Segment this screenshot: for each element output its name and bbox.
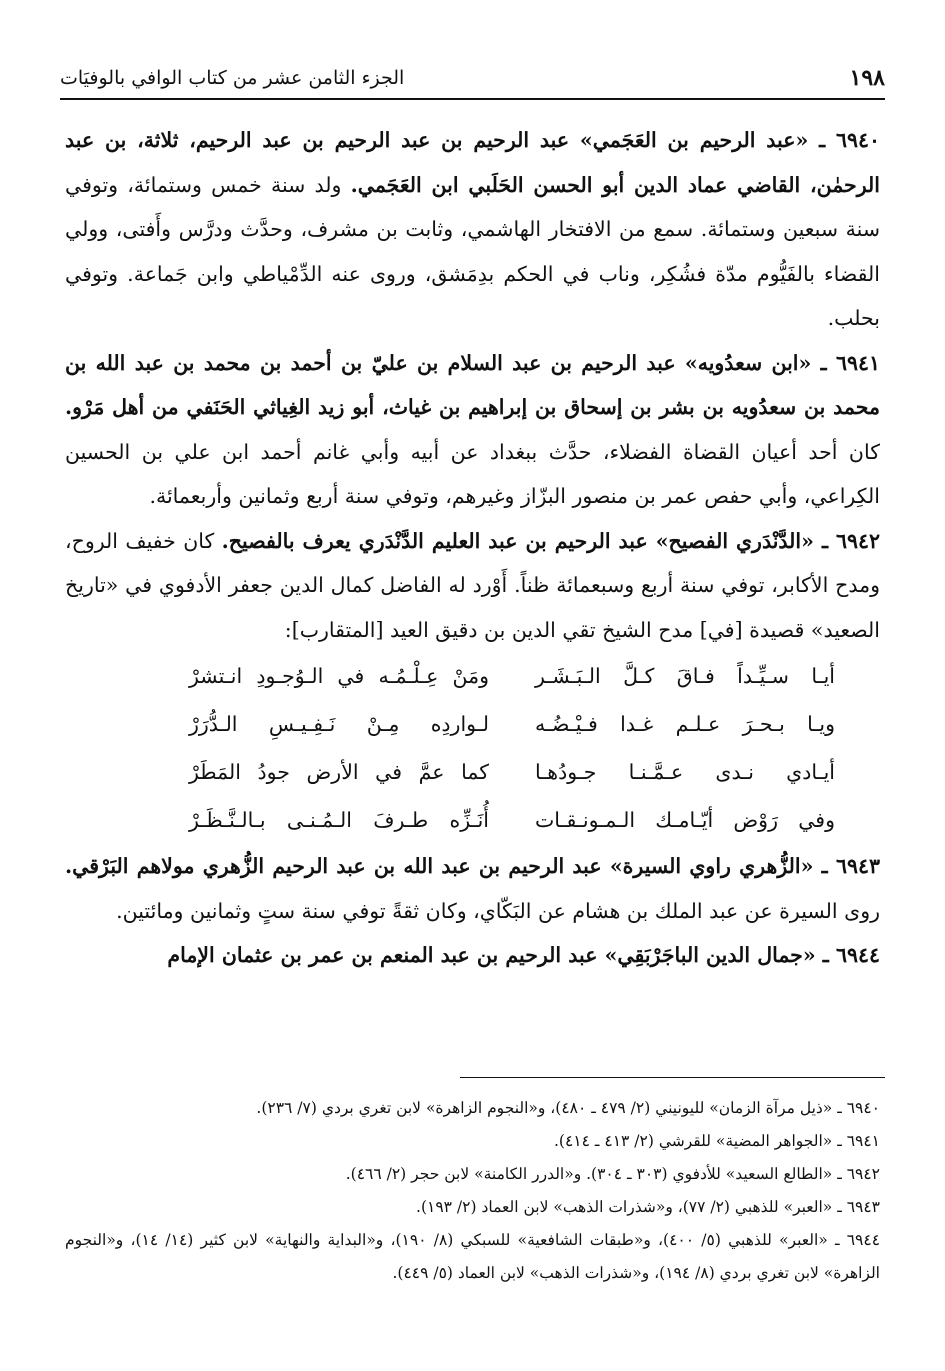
entry-body: ولد سنة خمس وستمائة، وتوفي سنة سبعين وستمائة. سمع من الافتخار الهاشمي، وثابت بن مشرف، وحدَّث ودرَّس وأَفتى، وولي القضاء بالفَيُّوم مدّة فشُكِر، وناب في الحكم بدِمَشق، وروى عنه الدِّمْياطي وابن جَماعة. وتوفي بحلب. xyxy=(65,172,880,330)
footnote-item: ٦٩٤٠ ـ «ذيل مرآة الزمان» لليونيني (٢/ ٤٧٩ ـ ٤٨٠)، و«النجوم الزاهرة» لابن تغري بردي (٧/ ٢٣٦). xyxy=(256,1099,880,1117)
page-number: ١٩٨ xyxy=(849,65,885,91)
footnote-item: ٦٩٤١ ـ «الجواهر المضية» للقرشي (٢/ ٤١٣ ـ ٤١٤). xyxy=(554,1132,880,1150)
footnote-item: ٦٩٤٢ ـ «الطالع السعيد» للأدفوي (٣٠٣ ـ ٣٠٤). و«الدرر الكامنة» لابن حجر (٢/ ٤٦٦). xyxy=(345,1165,880,1183)
entry-heading: ٦٩٤٤ ـ «جمال الدين الباجَرْبَقِي» عبد الرحيم بن عبد المنعم بن عمر بن عثمان الإمام xyxy=(167,943,880,967)
verse-second-hemistich: لـواردِه مِـنْ نَـفِـيـسِ الـدُّرَرْ xyxy=(189,712,489,736)
verse-second-hemistich: ومَنْ عِـلْـمُـه في الـوُجـودِ انـتشرْ xyxy=(189,664,489,688)
footnote-item: ٦٩٤٤ ـ «العبر» للذهبي (٥/ ٤٠٠)، و«طبقات الشافعية» للسبكي (٨/ ١٩٠)، و«البداية والنهاية» لابن كثير (١٤/ ١٤)، و«النجوم الزاهرة» لابن تغري بردي (٨/ ١٩٤)، و«شذرات الذهب» لابن العماد (٥/ ٤٤٩). xyxy=(65,1231,881,1282)
entry-heading: ٦٩٤٢ ـ «الدَّنْدَري الفصيح» عبد الرحيم بن عبد العليم الدَّنْدَري يعرف بالفصيح. xyxy=(221,528,880,553)
entry-body: روى السيرة عن عبد الملك بن هشام عن البَكّاي، وكان ثقةً توفي سنة ستٍ وثمانين ومائتين. xyxy=(116,898,880,923)
poem-verse xyxy=(65,652,880,700)
entry-6944 xyxy=(65,933,880,978)
verse-first-hemistich: أيـادي نـدى عـمَّـنـا جـودُهـا xyxy=(535,760,835,784)
footnotes xyxy=(65,1092,880,1290)
entry-6940 xyxy=(65,118,880,341)
entry-6943 xyxy=(65,844,880,933)
poem-verse xyxy=(65,700,880,748)
entry-6941 xyxy=(65,341,880,519)
entry-heading: ٦٩٤٠ ـ «عبد الرحيم بن العَجَمي» عبد الرحيم بن عبد الرحيم بن عبد الرحيم، ثلاثة، بن عبد الرحمٰن، القاضي عماد الدين أبو الحسن الحَلَبي ابن العَجَمي. xyxy=(65,128,880,197)
running-header xyxy=(60,58,885,100)
verse-first-hemistich: أيـا سـيِّـداً فـاقَ كـلَّ الـبَـشَـر xyxy=(535,664,835,688)
footnote-separator xyxy=(460,1077,885,1078)
main-text xyxy=(65,118,880,978)
poem-verse xyxy=(65,748,880,796)
entry-heading: ٦٩٤٣ ـ «الزُّهري راوي السيرة» عبد الرحيم بن عبد الله بن عبد الرحيم الزُّهري مولاهم البَرْقي. xyxy=(65,854,880,878)
entry-body: كان خفيف الروح، ومدح الأكابر، توفي سنة أربع وسبعمائة ظناً. أَوْرد له الفاضل كمال الدين جعفر الأدفوي في «تاريخ الصعيد» قصيدة [في] مدح الشيخ تقي الدين بن دقيق العيد [المتقارب]: xyxy=(65,528,880,642)
verse-second-hemistich: كما عمَّ في الأرض جودُ المَطَرْ xyxy=(189,760,489,784)
entry-heading: ٦٩٤١ ـ «ابن سعدُويه» عبد الرحيم بن عبد السلام بن عليّ بن أحمد بن محمد بن عبد الله بن محمد بن سعدُويه بن بشر بن إسحاق بن إبراهيم بن غياث، أبو زيد الغِياثي الحَنَفي من أهل مَرْو. xyxy=(65,350,880,419)
footnote-item: ٦٩٤٣ ـ «العبر» للذهبي (٢/ ٧٧)، و«شذرات الذهب» لابن العماد (٢/ ١٩٣). xyxy=(416,1198,880,1216)
entry-6942 xyxy=(65,519,880,653)
verse-first-hemistich: ويـا بـحـرَ عـلـم غـدا فـيْـضُـه xyxy=(535,712,835,736)
poem xyxy=(65,652,880,844)
verse-second-hemistich: أُنَـزِّه طـرفَ الـمُـنـى بـالـنَّـظَـرْ xyxy=(189,808,489,832)
verse-first-hemistich: وفي رَوْض أيّـامـك الـمـونـقـات xyxy=(535,808,835,832)
running-title: الجزء الثامن عشر من كتاب الوافي بالوفيَات xyxy=(60,67,405,89)
entry-body: كان أحد أعيان القضاة الفضلاء، حدَّث ببغداد عن أبيه وأبي غانم أحمد ابن علي بن الحسين الكِراعي، وأبي حفص عمر بن منصور البزّاز وغيرهم، وتوفي سنة أربع وثمانين وأربعمائة. xyxy=(65,439,880,508)
poem-verse xyxy=(65,796,880,844)
